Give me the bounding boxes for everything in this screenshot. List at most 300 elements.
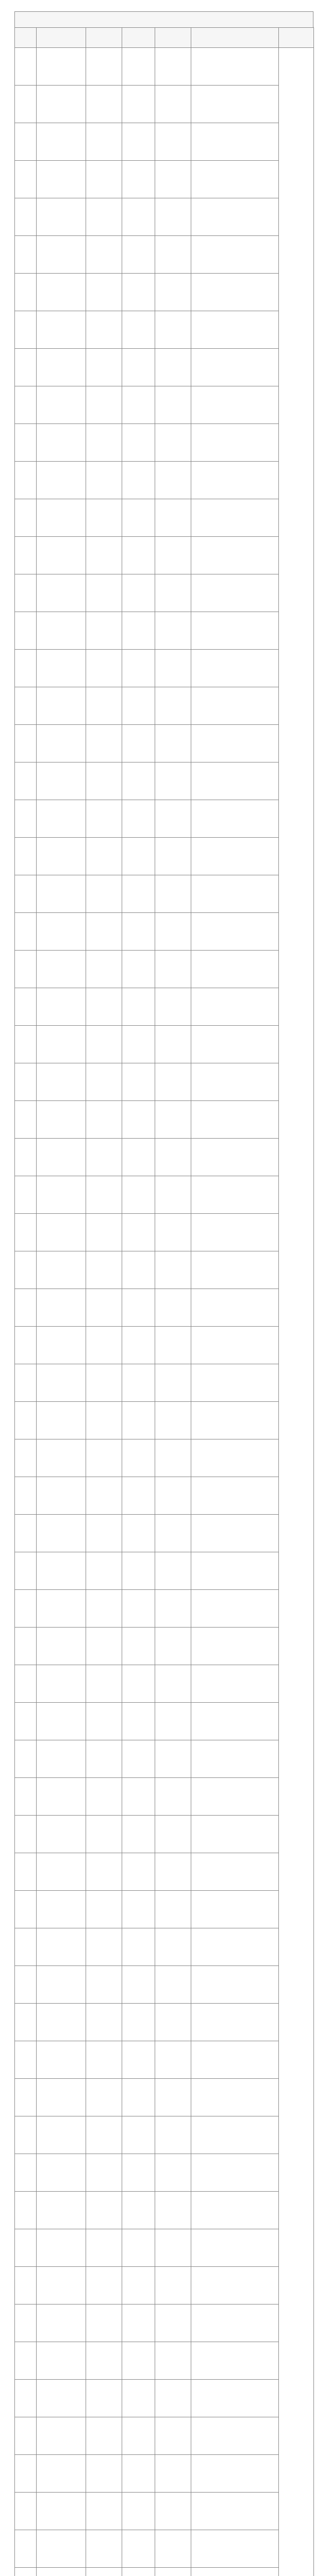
table-cell — [86, 274, 122, 311]
table-cell — [155, 1364, 191, 1402]
table-cell — [15, 800, 37, 838]
table-cell — [86, 1853, 122, 1891]
table-cell — [155, 1928, 191, 1966]
table-cell — [86, 1665, 122, 1703]
table-cell — [86, 537, 122, 574]
table-cell — [15, 1439, 37, 1477]
table-cell — [15, 2192, 37, 2229]
table-cell — [122, 1477, 155, 1515]
table-row — [15, 800, 314, 838]
table-row — [15, 48, 314, 86]
table-cell — [122, 1026, 155, 1063]
table-cell — [122, 1402, 155, 1439]
table-cell — [191, 2530, 279, 2568]
table-header-row — [15, 28, 314, 48]
table-cell — [15, 2079, 37, 2116]
table-cell — [15, 838, 37, 875]
table-cell — [191, 725, 279, 762]
table-cell — [86, 1439, 122, 1477]
table-cell — [191, 2192, 279, 2229]
table-cell — [37, 2380, 86, 2417]
table-cell — [191, 274, 279, 311]
table-cell — [155, 349, 191, 386]
table-row — [15, 1439, 314, 1477]
table-cell — [155, 2004, 191, 2041]
table-cell — [122, 1590, 155, 1628]
table-cell — [155, 2229, 191, 2267]
table-cell — [155, 499, 191, 537]
table-cell — [37, 1477, 86, 1515]
table-cell — [155, 2267, 191, 2304]
table-cell — [37, 349, 86, 386]
table-cell — [191, 1026, 279, 1063]
table-row — [15, 1515, 314, 1552]
table-row — [15, 123, 314, 161]
table-cell — [191, 1214, 279, 1251]
table-cell — [122, 762, 155, 800]
table-cell — [191, 1665, 279, 1703]
table-cell — [37, 236, 86, 274]
table-row — [15, 424, 314, 462]
table-cell — [37, 161, 86, 198]
table-cell — [155, 2530, 191, 2568]
table-row — [15, 1402, 314, 1439]
table-cell — [15, 424, 37, 462]
table-cell — [155, 762, 191, 800]
table-cell — [155, 1778, 191, 1816]
table-cell — [191, 424, 279, 462]
table-cell — [37, 1552, 86, 1590]
table-cell — [122, 1515, 155, 1552]
table-row — [15, 725, 314, 762]
table-cell — [191, 462, 279, 499]
table-row — [15, 386, 314, 424]
table-cell — [122, 274, 155, 311]
table-row — [15, 838, 314, 875]
table-cell — [191, 1928, 279, 1966]
table-cell — [15, 762, 37, 800]
table-cell — [122, 2116, 155, 2154]
table-row — [15, 349, 314, 386]
column-header — [37, 28, 86, 48]
table-cell — [122, 2568, 155, 2576]
table-cell — [191, 1176, 279, 1214]
table-row — [15, 198, 314, 236]
table-cell — [155, 2041, 191, 2079]
table-cell — [191, 1289, 279, 1327]
table-cell — [191, 2116, 279, 2154]
table-row — [15, 1327, 314, 1364]
table-row — [15, 2568, 314, 2576]
table-cell — [86, 424, 122, 462]
table-cell — [86, 1928, 122, 1966]
table-cell — [15, 2267, 37, 2304]
table-cell — [122, 2229, 155, 2267]
table-cell — [122, 236, 155, 274]
table-row — [15, 762, 314, 800]
table-cell — [191, 537, 279, 574]
table-cell — [37, 875, 86, 913]
table-cell — [86, 48, 122, 86]
table-cell — [86, 838, 122, 875]
table-cell — [191, 650, 279, 687]
table-cell — [86, 86, 122, 123]
table-cell — [37, 838, 86, 875]
table-cell — [155, 1251, 191, 1289]
table-cell — [15, 161, 37, 198]
table-cell — [122, 951, 155, 988]
table-cell — [15, 1214, 37, 1251]
table-cell — [15, 386, 37, 424]
column-header — [86, 28, 122, 48]
table-cell — [37, 612, 86, 650]
table-cell — [191, 386, 279, 424]
table-cell — [155, 1026, 191, 1063]
table-cell — [15, 499, 37, 537]
table-row — [15, 1891, 314, 1928]
table-cell — [122, 198, 155, 236]
table-cell — [191, 2154, 279, 2192]
table-cell — [191, 2417, 279, 2455]
table-cell — [37, 274, 86, 311]
table-cell — [122, 988, 155, 1026]
table-cell — [15, 2154, 37, 2192]
table-row — [15, 1139, 314, 1176]
table-cell — [122, 1139, 155, 1176]
table-cell — [86, 1816, 122, 1853]
table-cell — [86, 1703, 122, 1740]
table-cell — [86, 1966, 122, 2004]
table-cell — [122, 913, 155, 951]
table-cell — [37, 1665, 86, 1703]
table-cell — [15, 1176, 37, 1214]
table-cell — [15, 2342, 37, 2380]
table-cell — [86, 1590, 122, 1628]
table-cell — [155, 424, 191, 462]
table-cell — [122, 1063, 155, 1101]
table-cell — [191, 499, 279, 537]
table-cell — [15, 1740, 37, 1778]
table-cell — [86, 612, 122, 650]
table-cell — [191, 762, 279, 800]
table-cell — [15, 1816, 37, 1853]
table-cell — [191, 2267, 279, 2304]
table-cell — [155, 123, 191, 161]
table-cell — [37, 1515, 86, 1552]
table-cell — [37, 1139, 86, 1176]
table-cell — [15, 2455, 37, 2493]
table-cell — [86, 1327, 122, 1364]
table-cell — [15, 48, 37, 86]
table-cell — [122, 1101, 155, 1139]
table-cell — [155, 988, 191, 1026]
table-cell — [122, 2304, 155, 2342]
table-cell — [155, 1214, 191, 1251]
table-cell — [15, 2493, 37, 2530]
table-cell — [191, 236, 279, 274]
table-cell — [191, 838, 279, 875]
column-header — [191, 28, 279, 48]
table-cell — [37, 2304, 86, 2342]
table-cell — [37, 198, 86, 236]
table-cell — [37, 2568, 86, 2576]
table-cell — [37, 762, 86, 800]
table-row — [15, 499, 314, 537]
table-cell — [191, 687, 279, 725]
table-row — [15, 2304, 314, 2342]
table-cell — [37, 2530, 86, 2568]
table-cell — [15, 274, 37, 311]
table-cell — [15, 1251, 37, 1289]
table-row — [15, 1251, 314, 1289]
table-cell — [37, 988, 86, 1026]
table-cell — [15, 2530, 37, 2568]
table-cell — [15, 1928, 37, 1966]
table-cell — [122, 612, 155, 650]
table-cell — [15, 951, 37, 988]
table-row — [15, 236, 314, 274]
table-cell — [86, 2229, 122, 2267]
table-cell — [86, 1477, 122, 1515]
table-row — [15, 1214, 314, 1251]
table-cell — [191, 1402, 279, 1439]
table-cell — [15, 311, 37, 349]
table-cell — [155, 462, 191, 499]
table-cell — [122, 1928, 155, 1966]
table-cell — [155, 1552, 191, 1590]
table-cell — [86, 1364, 122, 1402]
table-cell — [15, 349, 37, 386]
table-cell — [15, 1515, 37, 1552]
table-cell — [191, 1891, 279, 1928]
table-cell — [37, 2417, 86, 2455]
table-cell — [86, 2192, 122, 2229]
table-cell — [191, 2041, 279, 2079]
table-cell — [191, 2229, 279, 2267]
table-cell — [191, 349, 279, 386]
table-cell — [155, 386, 191, 424]
table-row — [15, 86, 314, 123]
table-cell — [37, 123, 86, 161]
table-cell — [122, 1214, 155, 1251]
column-header — [122, 28, 155, 48]
table-cell — [15, 1703, 37, 1740]
table-cell — [15, 198, 37, 236]
table-cell — [155, 2417, 191, 2455]
table-cell — [15, 2116, 37, 2154]
table-cell — [86, 1139, 122, 1176]
table-cell — [122, 574, 155, 612]
table-cell — [191, 1139, 279, 1176]
table-cell — [37, 1251, 86, 1289]
table-cell — [86, 2304, 122, 2342]
table-cell — [122, 349, 155, 386]
table-cell — [86, 2041, 122, 2079]
table-cell — [122, 537, 155, 574]
table-row — [15, 1740, 314, 1778]
table-cell — [86, 574, 122, 612]
table-cell — [191, 1251, 279, 1289]
table-cell — [155, 1063, 191, 1101]
table-cell — [122, 838, 155, 875]
table-row — [15, 161, 314, 198]
table-cell — [37, 1176, 86, 1214]
table-cell — [155, 687, 191, 725]
table-cell — [37, 2041, 86, 2079]
table-cell — [155, 951, 191, 988]
table-cell — [15, 1552, 37, 1590]
table-cell — [155, 48, 191, 86]
table-cell — [191, 988, 279, 1026]
table-cell — [86, 1515, 122, 1552]
table-row — [15, 1665, 314, 1703]
table-cell — [191, 612, 279, 650]
table-cell — [37, 1703, 86, 1740]
table-cell — [191, 48, 279, 86]
table-cell — [15, 1628, 37, 1665]
table-cell — [15, 1364, 37, 1402]
table-row — [15, 1477, 314, 1515]
table-row — [15, 462, 314, 499]
table-cell — [191, 2493, 279, 2530]
table-cell — [15, 1327, 37, 1364]
table-cell — [122, 311, 155, 349]
table-cell — [122, 1251, 155, 1289]
table-row — [15, 988, 314, 1026]
table-row — [15, 687, 314, 725]
table-cell — [155, 2116, 191, 2154]
table-cell — [122, 2079, 155, 2116]
table-cell — [86, 499, 122, 537]
table-cell — [122, 2455, 155, 2493]
table-cell — [37, 725, 86, 762]
table-cell — [86, 913, 122, 951]
table-cell — [86, 1402, 122, 1439]
table-cell — [155, 1176, 191, 1214]
table-cell — [37, 1891, 86, 1928]
table-cell — [15, 1026, 37, 1063]
table-cell — [155, 1327, 191, 1364]
table-cell — [191, 1966, 279, 2004]
table-row — [15, 1966, 314, 2004]
table-cell — [15, 537, 37, 574]
table-row — [15, 913, 314, 951]
table-cell — [191, 2568, 279, 2576]
table-cell — [155, 2304, 191, 2342]
table-cell — [86, 2568, 122, 2576]
table-cell — [15, 2304, 37, 2342]
table-cell — [86, 875, 122, 913]
table-cell — [191, 86, 279, 123]
table-cell — [37, 1590, 86, 1628]
table-row — [15, 1590, 314, 1628]
table-row — [15, 2342, 314, 2380]
table-cell — [86, 1552, 122, 1590]
table-cell — [122, 2417, 155, 2455]
table-cell — [37, 1966, 86, 2004]
table-row — [15, 1101, 314, 1139]
table-cell — [155, 537, 191, 574]
table-cell — [122, 1891, 155, 1928]
table-row — [15, 1703, 314, 1740]
table-cell — [37, 1289, 86, 1327]
table-cell — [86, 1026, 122, 1063]
table-cell — [191, 800, 279, 838]
table-cell — [37, 2493, 86, 2530]
table-row — [15, 1552, 314, 1590]
table-cell — [191, 1853, 279, 1891]
table-row — [15, 2493, 314, 2530]
table-cell — [155, 2493, 191, 2530]
table-cell — [37, 1853, 86, 1891]
table-cell — [155, 1891, 191, 1928]
table-cell — [15, 725, 37, 762]
table-cell — [122, 1439, 155, 1477]
table-cell — [86, 2417, 122, 2455]
table-cell — [86, 951, 122, 988]
table-cell — [86, 650, 122, 687]
table-cell — [15, 650, 37, 687]
table-cell — [191, 875, 279, 913]
table-cell — [37, 1402, 86, 1439]
table-cell — [155, 725, 191, 762]
table-cell — [191, 2004, 279, 2041]
table-cell — [191, 2455, 279, 2493]
table-cell — [86, 236, 122, 274]
table-cell — [37, 2004, 86, 2041]
table-cell — [15, 1891, 37, 1928]
table-row — [15, 574, 314, 612]
table-cell — [86, 2493, 122, 2530]
table-cell — [122, 1703, 155, 1740]
table-cell — [15, 1139, 37, 1176]
table-cell — [15, 574, 37, 612]
table-cell — [155, 2455, 191, 2493]
table-cell — [86, 1176, 122, 1214]
table-cell — [155, 1966, 191, 2004]
table-cell — [191, 1364, 279, 1402]
table-row — [15, 2192, 314, 2229]
table-row — [15, 2079, 314, 2116]
table-row — [15, 1816, 314, 1853]
table-cell — [191, 2342, 279, 2380]
table-cell — [37, 2229, 86, 2267]
table-row — [15, 2154, 314, 2192]
table-cell — [37, 86, 86, 123]
table-cell — [37, 687, 86, 725]
table-cell — [37, 2079, 86, 2116]
table-row — [15, 612, 314, 650]
table-cell — [191, 1439, 279, 1477]
table-cell — [155, 875, 191, 913]
table-row — [15, 875, 314, 913]
table-cell — [191, 1740, 279, 1778]
table-row — [15, 1063, 314, 1101]
table-title — [14, 11, 313, 27]
table-cell — [86, 1891, 122, 1928]
table-cell — [122, 123, 155, 161]
table-cell — [122, 1327, 155, 1364]
table-cell — [122, 1176, 155, 1214]
table-cell — [86, 988, 122, 1026]
table-cell — [15, 1402, 37, 1439]
table-cell — [37, 1778, 86, 1816]
table-cell — [15, 2229, 37, 2267]
table-cell — [86, 123, 122, 161]
table-cell — [37, 2267, 86, 2304]
table-cell — [191, 198, 279, 236]
table-row — [15, 2380, 314, 2417]
